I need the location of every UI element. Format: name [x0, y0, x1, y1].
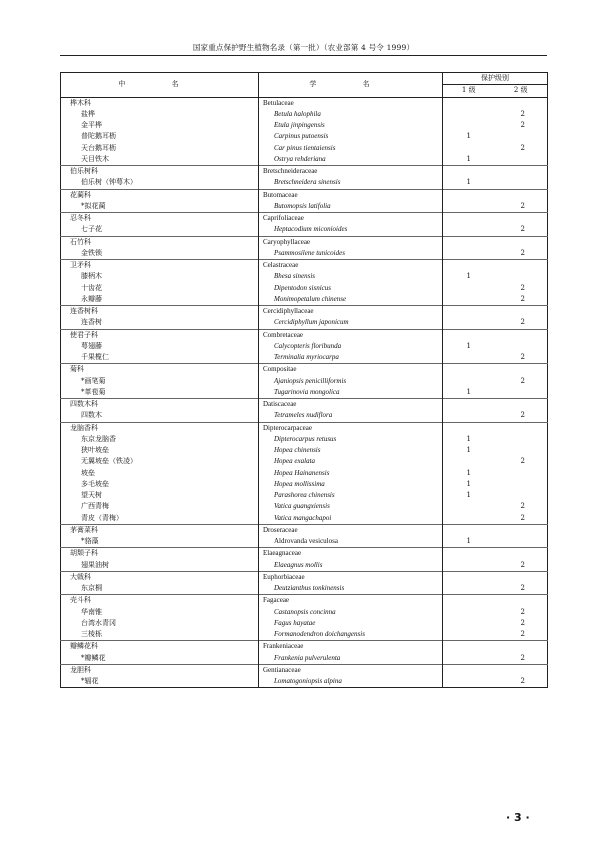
- chinese-name-cell: 大戟科: [61, 571, 259, 583]
- chinese-name-cell: 青皮（青梅）: [81, 513, 123, 522]
- chinese-name-cell: 望天树: [81, 491, 102, 499]
- level1-cell: 1: [443, 177, 495, 189]
- level2-cell: 2: [520, 201, 525, 210]
- species-row: [61, 248, 548, 260]
- family-row: [61, 399, 548, 411]
- level2-cell: 2: [520, 411, 525, 420]
- scientific-name-cell: Droseraceae: [259, 524, 443, 536]
- chinese-name-cell: 萼翅藤: [81, 341, 102, 350]
- scientific-name-cell: Betulaceae: [259, 97, 443, 109]
- level2-cell: 2: [520, 584, 525, 592]
- level2-cell: 2: [520, 513, 525, 522]
- species-row: [61, 501, 548, 512]
- level1-cell: [443, 224, 495, 236]
- level2-cell: [495, 548, 548, 560]
- scientific-name-cell: Tetrameles nudiflora: [259, 410, 443, 422]
- level2-cell: 2: [520, 318, 525, 327]
- level1-cell: 1: [443, 536, 495, 548]
- table-header: [61, 73, 548, 98]
- chinese-name-cell: 盐桦: [81, 109, 95, 118]
- species-row: [61, 410, 548, 422]
- level1-cell: 1: [443, 341, 495, 352]
- level2-cell: [495, 536, 548, 548]
- level2-cell: 2: [520, 607, 525, 616]
- scientific-name-cell: Fagaceae: [259, 595, 443, 607]
- level2-cell: [495, 399, 548, 411]
- chinese-name-cell: 天目铁木: [81, 154, 109, 163]
- scientific-name-cell: Aldrovanda vesiculosa: [259, 536, 443, 548]
- scientific-name-cell: Vatica mangachapoi: [259, 513, 443, 525]
- scientific-name-cell: Butomopsis latifolia: [259, 201, 443, 213]
- chinese-name-cell: 普陀鹅耳枥: [81, 132, 116, 141]
- level1-cell: [443, 260, 495, 272]
- level1-cell: [443, 548, 495, 560]
- family-row: [61, 548, 548, 560]
- species-row: [61, 676, 548, 688]
- level2-cell: [495, 131, 548, 142]
- chinese-name-cell: 无翼坡垒（铁凌）: [81, 457, 137, 466]
- species-row: [61, 201, 548, 213]
- chinese-name-cell: 金平桦: [81, 121, 102, 129]
- scientific-name-cell: Vatica guangxiensis: [259, 501, 443, 512]
- species-row: [61, 560, 548, 572]
- scientific-name-cell: Cercidiphyllaceae: [259, 306, 443, 318]
- scientific-name-cell: Castanopsis concinna: [259, 607, 443, 618]
- level1-cell: [443, 201, 495, 213]
- level1-cell: [443, 120, 495, 131]
- level1-cell: [443, 676, 495, 688]
- family-row: [61, 641, 548, 653]
- family-row: [61, 236, 548, 248]
- header-divider: [60, 55, 547, 56]
- level2-cell: 2: [520, 653, 525, 662]
- level2-cell: 2: [520, 457, 525, 466]
- family-row: [61, 524, 548, 536]
- family-row: [61, 422, 548, 434]
- scientific-name-cell: Terminalia myriocarpa: [259, 352, 443, 364]
- species-row: [61, 224, 548, 236]
- plant-list-table: [60, 72, 548, 688]
- chinese-name-cell: 龙脑香科: [61, 422, 259, 434]
- level1-cell: [443, 248, 495, 260]
- scientific-name-cell: Frankeniaceae: [259, 641, 443, 653]
- level1-cell: 1: [443, 445, 495, 456]
- level2-cell: [495, 177, 548, 189]
- species-row: [61, 653, 548, 665]
- scientific-name-cell: Bretschneideraceae: [259, 166, 443, 178]
- scientific-name-cell: Lomatogoniopsis alpina: [259, 676, 443, 688]
- scientific-name-cell: Formanodendron doichangensis: [259, 629, 443, 641]
- scientific-name-cell: Compositae: [259, 364, 443, 376]
- level2-cell: 2: [520, 630, 525, 638]
- level1-cell: [443, 236, 495, 248]
- scientific-name-cell: Frankenia pulverulenta: [259, 653, 443, 665]
- chinese-name-cell: *拟花蔺: [81, 201, 106, 210]
- level1-cell: 1: [443, 434, 495, 445]
- level2-cell: 2: [520, 225, 525, 234]
- level2-cell: [495, 641, 548, 653]
- species-row: [61, 490, 548, 501]
- species-row: [61, 352, 548, 364]
- level1-cell: [443, 513, 495, 525]
- species-row: [61, 456, 548, 467]
- level1-cell: [443, 306, 495, 318]
- chinese-name-cell: 台湾水青冈: [81, 618, 116, 627]
- level2-cell: [495, 422, 548, 434]
- scientific-name-cell: Fagus hayatae: [259, 618, 443, 629]
- species-row: [61, 283, 548, 294]
- level2-cell: [495, 364, 548, 376]
- level2-cell: [495, 306, 548, 318]
- chinese-name-cell: 壳斗科: [61, 595, 259, 607]
- chinese-name-cell: 七子花: [81, 225, 102, 234]
- species-row: [61, 271, 548, 282]
- family-row: [61, 595, 548, 607]
- scientific-name-cell: Dipterocarpaceae: [259, 422, 443, 434]
- chinese-name-cell: 伯乐树科: [61, 166, 259, 178]
- species-row: [61, 154, 548, 166]
- scientific-name-cell: Tugarinovia mongolica: [259, 387, 443, 399]
- scientific-name-cell: Psammosilene tunicoides: [259, 248, 443, 260]
- scientific-name-cell: Ostrya rehderiana: [259, 154, 443, 166]
- scientific-name-cell: Datiscaceae: [259, 399, 443, 411]
- level1-cell: [443, 618, 495, 629]
- level2-cell: 2: [520, 376, 525, 385]
- chinese-name-cell: *革苞菊: [81, 387, 106, 396]
- level1-cell: [443, 166, 495, 178]
- chinese-name-cell: 三棱栎: [81, 630, 102, 638]
- scientific-name-cell: Dipterocarpus retusus: [259, 434, 443, 445]
- species-row: [61, 629, 548, 641]
- level2-cell: [495, 664, 548, 676]
- scientific-name-cell: Elaeagnaceae: [259, 548, 443, 560]
- chinese-name-cell: *貉藻: [81, 537, 99, 545]
- chinese-name-cell: 花蔺科: [61, 189, 259, 201]
- family-row: [61, 664, 548, 676]
- level2-cell: 2: [520, 618, 525, 627]
- chinese-name-cell: 忍冬科: [61, 213, 259, 225]
- scientific-name-cell: Ajaniopsis penicilliformis: [259, 376, 443, 387]
- level1-cell: 1: [443, 468, 495, 479]
- species-row: [61, 177, 548, 189]
- level1-cell: 1: [443, 387, 495, 399]
- level1-cell: [443, 364, 495, 376]
- level2-cell: 2: [520, 283, 525, 292]
- family-row: [61, 166, 548, 178]
- scientific-name-cell: Heptacodium miconioides: [259, 224, 443, 236]
- column-header-level1: 1 级: [443, 85, 495, 97]
- level1-cell: [443, 456, 495, 467]
- level2-cell: [495, 154, 548, 166]
- level1-cell: [443, 329, 495, 341]
- level1-cell: [443, 501, 495, 512]
- column-header-chinese-name: 中 名: [61, 73, 259, 98]
- level2-cell: [495, 434, 548, 445]
- scientific-name-cell: Hopea chinensis: [259, 445, 443, 456]
- level1-cell: [443, 97, 495, 109]
- level1-cell: [443, 422, 495, 434]
- species-row: [61, 131, 548, 142]
- chinese-name-cell: 千果榄仁: [81, 353, 109, 361]
- level2-cell: [495, 479, 548, 490]
- chinese-name-cell: 十齿花: [81, 283, 102, 292]
- chinese-name-cell: 卫矛科: [61, 260, 259, 272]
- level1-cell: [443, 294, 495, 306]
- chinese-name-cell: 菊科: [61, 364, 259, 376]
- chinese-name-cell: 四数木: [81, 411, 102, 420]
- level1-cell: [443, 109, 495, 120]
- level1-cell: [443, 399, 495, 411]
- level1-cell: [443, 641, 495, 653]
- level2-cell: 2: [520, 560, 525, 569]
- scientific-name-cell: Calycopteris floribunda: [259, 341, 443, 352]
- level1-cell: [443, 410, 495, 422]
- species-row: [61, 376, 548, 387]
- species-row: [61, 583, 548, 595]
- family-row: [61, 364, 548, 376]
- species-row: [61, 294, 548, 306]
- family-row: [61, 571, 548, 583]
- species-row: [61, 479, 548, 490]
- level1-cell: [443, 653, 495, 665]
- chinese-name-cell: 使君子科: [61, 329, 259, 341]
- scientific-name-cell: Butomaceae: [259, 189, 443, 201]
- level1-cell: 1: [443, 154, 495, 166]
- level1-cell: 1: [443, 271, 495, 282]
- species-row: [61, 536, 548, 548]
- scientific-name-cell: Bhesa sinensis: [259, 271, 443, 282]
- chinese-name-cell: 龙胆科: [61, 664, 259, 676]
- column-header-scientific-name: 学 名: [259, 73, 443, 98]
- scientific-name-cell: Combretaceae: [259, 329, 443, 341]
- chinese-name-cell: 东京桐: [81, 584, 102, 592]
- level2-cell: [495, 595, 548, 607]
- level2-cell: [495, 341, 548, 352]
- scientific-name-cell: Etula jinpingensis: [259, 120, 443, 131]
- chinese-name-cell: 四数木科: [61, 399, 259, 411]
- level2-cell: [495, 189, 548, 201]
- level2-cell: [495, 387, 548, 399]
- page-number: · 3 ·: [506, 811, 530, 824]
- chinese-name-cell: *辐花: [81, 677, 99, 685]
- scientific-name-cell: Elaeagnus mollis: [259, 560, 443, 572]
- species-row: [61, 513, 548, 525]
- level1-cell: [443, 607, 495, 618]
- chinese-name-cell: 多毛坡垒: [81, 479, 109, 488]
- level2-cell: 2: [520, 248, 525, 257]
- chinese-name-cell: 石竹科: [61, 236, 259, 248]
- scientific-name-cell: Celastraceae: [259, 260, 443, 272]
- family-row: [61, 189, 548, 201]
- level1-cell: [443, 213, 495, 225]
- level1-cell: [443, 560, 495, 572]
- chinese-name-cell: 瓣鳞花科: [61, 641, 259, 653]
- level2-cell: 2: [520, 353, 525, 361]
- level1-cell: [443, 664, 495, 676]
- chinese-name-cell: 翅果油树: [81, 560, 109, 569]
- scientific-name-cell: Car pinus tientaiensis: [259, 143, 443, 154]
- species-row: [61, 618, 548, 629]
- level1-cell: [443, 143, 495, 154]
- scientific-name-cell: Bretschneidera sinensis: [259, 177, 443, 189]
- level1-cell: [443, 524, 495, 536]
- chinese-name-cell: 广西青梅: [81, 502, 109, 511]
- level1-cell: [443, 283, 495, 294]
- level2-cell: [495, 524, 548, 536]
- level1-cell: [443, 595, 495, 607]
- scientific-name-cell: Dipentodon sisnicus: [259, 283, 443, 294]
- chinese-name-cell: *画笔菊: [81, 376, 106, 385]
- chinese-name-cell: 天台鹅耳枥: [81, 143, 116, 152]
- level2-cell: 2: [520, 109, 525, 118]
- level2-cell: 2: [520, 121, 525, 129]
- chinese-name-cell: 伯乐树（钟萼木）: [81, 178, 137, 187]
- chinese-name-cell: 桦木科: [61, 97, 259, 109]
- family-row: [61, 213, 548, 225]
- column-header-protection-level: 保护级别: [443, 73, 548, 85]
- level2-cell: [495, 571, 548, 583]
- chinese-name-cell: 东京龙脑香: [81, 434, 116, 443]
- scientific-name-cell: Carpinus putoensis: [259, 131, 443, 142]
- level1-cell: [443, 571, 495, 583]
- species-row: [61, 468, 548, 479]
- species-row: [61, 607, 548, 618]
- level2-cell: 2: [520, 677, 525, 685]
- level2-cell: [495, 468, 548, 479]
- level1-cell: 1: [443, 131, 495, 142]
- family-row: [61, 97, 548, 109]
- scientific-name-cell: Deutzianthus tonkinensis: [259, 583, 443, 595]
- column-header-level2: 2 级: [495, 85, 548, 97]
- scientific-name-cell: Euphorbiaceae: [259, 571, 443, 583]
- scientific-name-cell: Gentianaceae: [259, 664, 443, 676]
- level2-cell: [495, 213, 548, 225]
- chinese-name-cell: 华南锥: [81, 607, 102, 616]
- scientific-name-cell: Hopea exalata: [259, 456, 443, 467]
- level1-cell: [443, 583, 495, 595]
- chinese-name-cell: 胡颓子科: [61, 548, 259, 560]
- family-row: [61, 260, 548, 272]
- level1-cell: 1: [443, 490, 495, 501]
- chinese-name-cell: *瓣鳞花: [81, 653, 106, 662]
- level2-cell: [495, 445, 548, 456]
- scientific-name-cell: Parashorea chinensis: [259, 490, 443, 501]
- scientific-name-cell: Betula halophila: [259, 109, 443, 120]
- chinese-name-cell: 连香树科: [61, 306, 259, 318]
- family-row: [61, 329, 548, 341]
- chinese-name-cell: 茅膏菜科: [61, 524, 259, 536]
- scientific-name-cell: Caprifoliaceae: [259, 213, 443, 225]
- level1-cell: [443, 352, 495, 364]
- scientific-name-cell: Hopea mollissima: [259, 479, 443, 490]
- level2-cell: 2: [520, 294, 525, 303]
- level1-cell: [443, 376, 495, 387]
- level2-cell: [495, 271, 548, 282]
- level2-cell: [495, 97, 548, 109]
- chinese-name-cell: 永瓣藤: [81, 294, 102, 303]
- chinese-name-cell: 狭叶坡垒: [81, 446, 109, 454]
- scientific-name-cell: Cercidiphyllum japonicum: [259, 317, 443, 329]
- species-row: [61, 109, 548, 120]
- species-row: [61, 120, 548, 131]
- page-header-title: 国家重点保护野生植物名录（第一批）（农业部第 4 号令 1999）: [192, 43, 415, 52]
- species-row: [61, 387, 548, 399]
- level1-cell: [443, 317, 495, 329]
- chinese-name-cell: 膝柄木: [81, 272, 102, 281]
- species-row: [61, 341, 548, 352]
- level2-cell: [495, 166, 548, 178]
- chinese-name-cell: 金铁锁: [81, 248, 102, 257]
- family-row: [61, 306, 548, 318]
- level2-cell: 2: [520, 502, 525, 511]
- scientific-name-cell: Caryophyllaceae: [259, 236, 443, 248]
- chinese-name-cell: 连香树: [81, 318, 102, 327]
- level2-cell: 2: [520, 143, 525, 152]
- scientific-name-cell: Monimopetalum chinense: [259, 294, 443, 306]
- level1-cell: 1: [443, 479, 495, 490]
- species-row: [61, 143, 548, 154]
- chinese-name-cell: 坡垒: [81, 468, 95, 477]
- species-row: [61, 317, 548, 329]
- level1-cell: [443, 629, 495, 641]
- level1-cell: [443, 189, 495, 201]
- scientific-name-cell: Hopea Hainanensis: [259, 468, 443, 479]
- species-row: [61, 445, 548, 456]
- level2-cell: [495, 490, 548, 501]
- level2-cell: [495, 329, 548, 341]
- species-row: [61, 434, 548, 445]
- level2-cell: [495, 260, 548, 272]
- level2-cell: [495, 236, 548, 248]
- table-body: [61, 97, 548, 688]
